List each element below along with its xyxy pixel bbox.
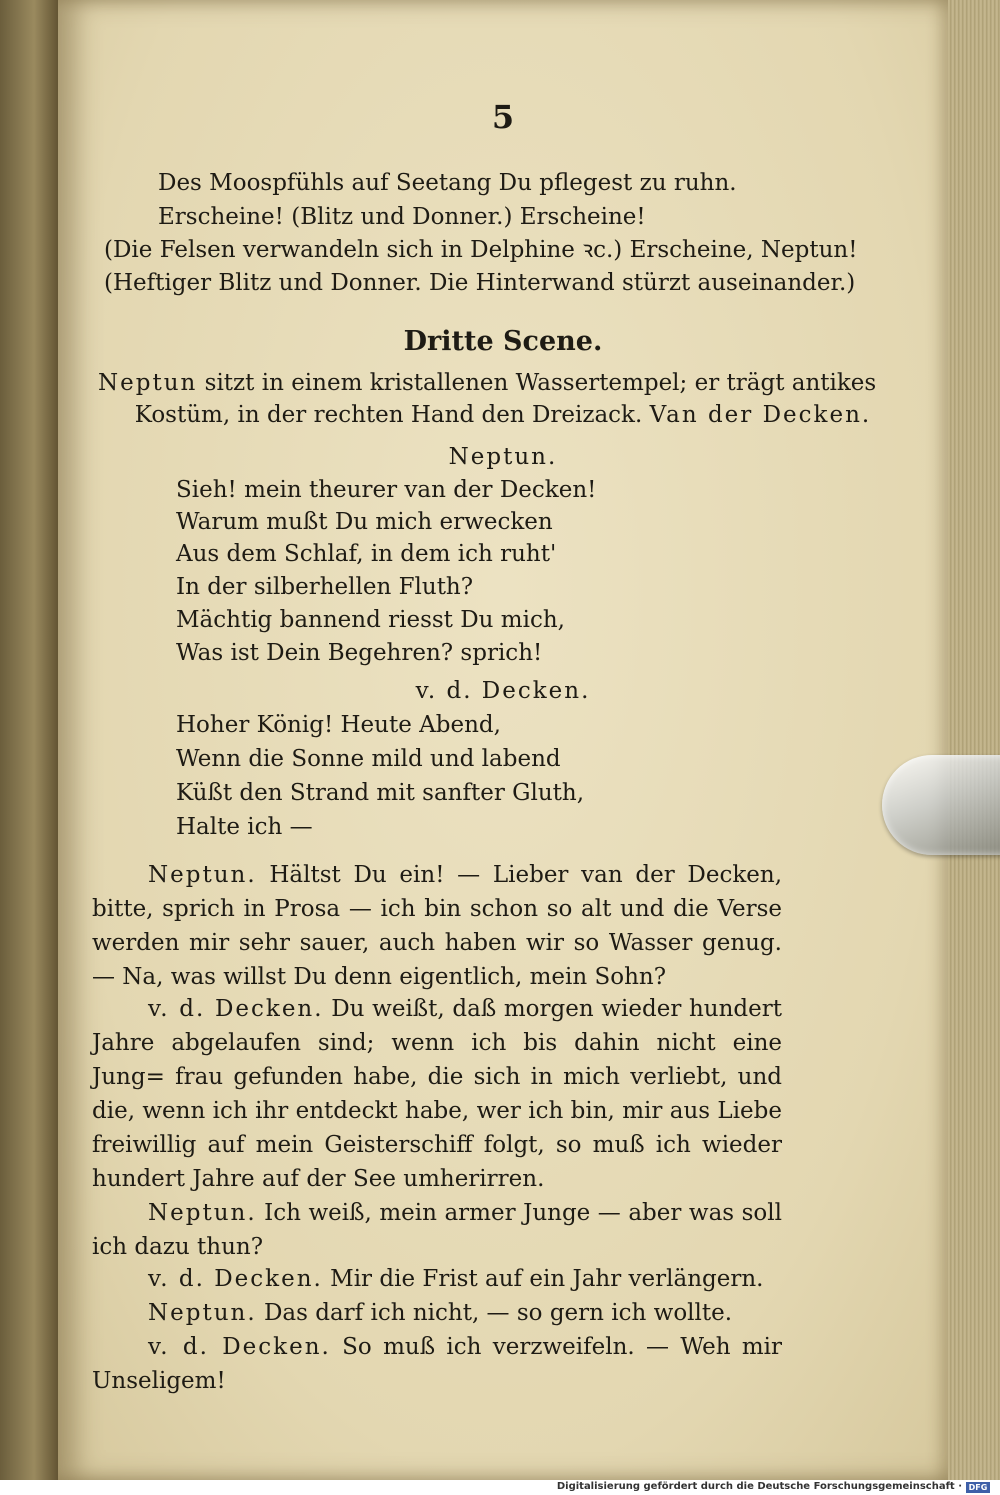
verse-line: Wenn die Sonne mild und labend <box>176 746 561 772</box>
page-number: 5 <box>491 98 515 136</box>
digitization-credit: Digitalisierung gefördert durch die Deutsche Forschungsgemeinschaft · <box>556 1481 962 1492</box>
dialogue-text: Ich weiß, mein armer Junge — aber was soll ich dazu thun? <box>92 1200 782 1260</box>
stage-direction-text: sitzt in einem kristallenen Wassertempel; er trägt antikes <box>197 370 877 396</box>
speaker-name: Neptun. <box>148 1300 257 1326</box>
speaker-name: v. d. Decken. <box>148 996 324 1022</box>
stage-direction: (Heftiger Blitz und Donner. Die Hinterwand stürzt auseinander.) <box>104 270 856 296</box>
dialogue-text: Das darf ich nicht, — so gern ich wollte. <box>256 1300 733 1326</box>
verse-line: Des Moospfühls auf Seetang Du pflegest zu ruhn. <box>158 170 737 196</box>
speaker-name: v. d. Decken. <box>148 1266 323 1292</box>
verse-line: Aus dem Schlaf, in dem ich ruht' <box>176 541 557 567</box>
dialogue-text: Mir die Frist auf ein Jahr verlängern. <box>322 1266 764 1292</box>
dfg-logo: DFG <box>966 1482 990 1493</box>
stage-direction <box>58 398 948 432</box>
stage-direction: (Die Felsen verwandeln sich in Delphine ꝛc.) Erscheine, Neptun! <box>104 237 858 263</box>
stage-direction-text: Kostüm, in der rechten Hand den Dreizack. <box>134 402 650 428</box>
verse-line: Warum mußt Du mich erwecken <box>176 509 553 535</box>
dialogue-paragraph <box>148 1262 818 1296</box>
verse-line: Was ist Dein Begehren? sprich! <box>176 640 543 666</box>
book-page <box>58 0 948 1480</box>
speaker-name: Neptun. <box>148 1200 257 1226</box>
dialogue-paragraph <box>92 858 782 994</box>
verse-line: Küßt den Strand mit sanfter Gluth, <box>176 780 585 806</box>
character-name: Neptun <box>98 370 198 396</box>
verse-line: Sieh! mein theurer van der Decken! <box>176 477 597 503</box>
dialogue-paragraph <box>92 992 782 1196</box>
dialogue-paragraph <box>148 1296 818 1330</box>
speaker-name: Neptun. <box>448 444 558 470</box>
speaker-name: v. d. Decken. <box>148 1334 331 1360</box>
verse-line: Hoher König! Heute Abend, <box>176 712 501 738</box>
speaker-name: v. d. Decken. <box>415 678 591 704</box>
dialogue-text: So muß ich verzweifeln. — Weh mir Unseligem! <box>92 1334 782 1394</box>
dialogue-paragraph <box>92 1196 782 1264</box>
verse-line: Halte ich — <box>176 814 313 840</box>
page-tab-marker <box>882 755 1000 855</box>
dialogue-text: Du weißt, daß morgen wieder hundert Jahre abgelaufen sind; wenn ich bis dahin nicht eine Jung= frau gefunden habe, die sich in mich verliebt, und die, wenn ich ihr entdeckt habe, wer ich bin, mir aus Liebe freiwillig auf mein Geisterschiff folgt, so muß ich wieder hundert Jahre auf der See umherirren. <box>92 996 782 1192</box>
scene-title: Dritte Scene. <box>403 326 603 357</box>
character-name: Van der Decken. <box>649 402 872 428</box>
dialogue-paragraph <box>92 1330 782 1398</box>
stage-direction <box>98 366 876 400</box>
dialogue-text: Hältst Du ein! — Lieber van der Decken, bitte, sprich in Prosa — ich bin schon so alt und die Verse werden mir sehr sauer, auch haben wir so Wasser genug. — Na, was willst Du denn eigentlich, mein Sohn? <box>92 862 782 990</box>
verse-line: Erscheine! (Blitz und Donner.) Erscheine! <box>158 204 646 230</box>
verse-line: Mächtig bannend riesst Du mich, <box>176 607 565 633</box>
left-page-edge <box>0 0 62 1495</box>
speaker-name: Neptun. <box>148 862 257 888</box>
verse-line: In der silberhellen Fluth? <box>176 574 474 600</box>
